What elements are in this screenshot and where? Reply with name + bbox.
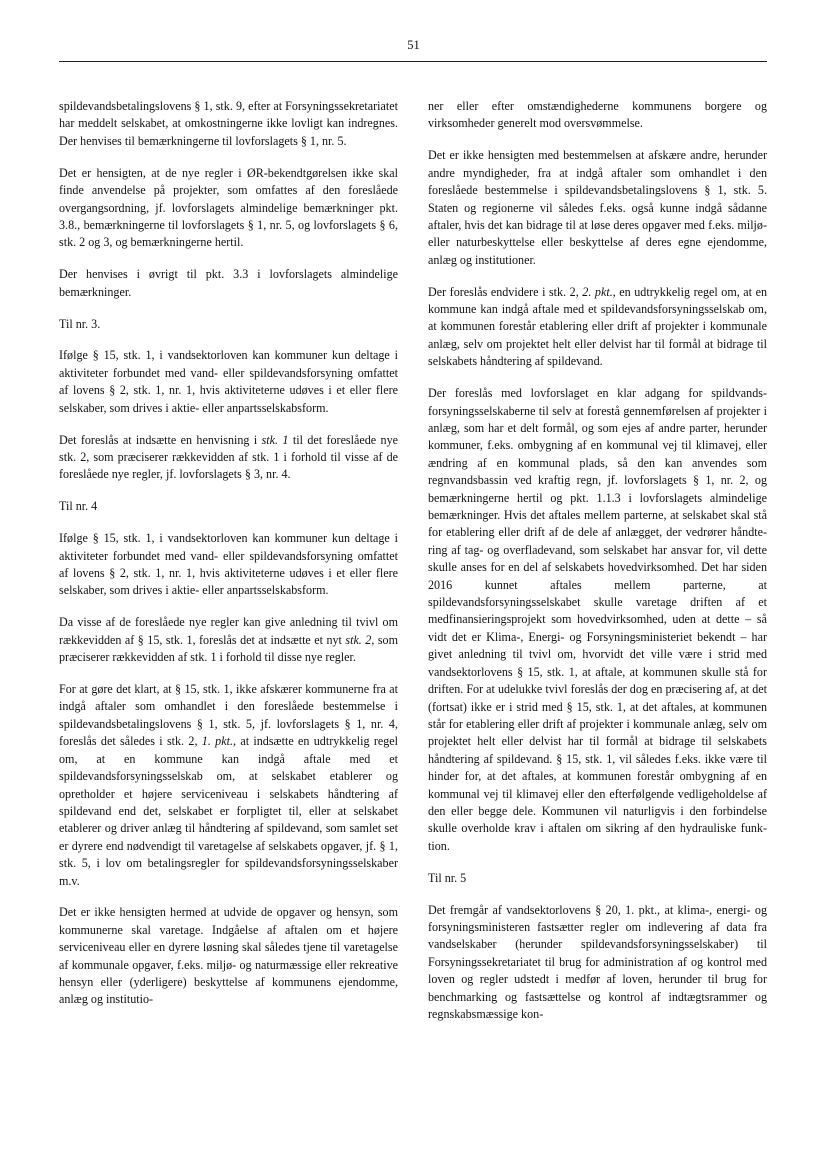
italic-reference: stk. 1: [261, 432, 289, 447]
body-paragraph: [428, 98, 767, 133]
header-rule: [59, 61, 767, 62]
body-paragraph: [59, 347, 398, 417]
body-paragraph: [59, 432, 398, 484]
section-heading: [59, 498, 398, 515]
text-run: Det fremgår af vandsektorlovens § 20, 1. pkt., at klima-, energi- og forsyningsministeren fastsætter regler om indlevering af data fra vandselskaber (herunder spildevandsforsyningsselskaber) til Forsyningssekretariatet til brug for administration af og kontrol med loven og regler udstedt i medfør af loven, herunder til brug for benchmarking og fastsættelse og kontrol af indtægtsrammer og regnskabsmæssige kon-: [428, 902, 767, 1021]
text-run: Da visse af de foreslåede nye regler kan give anledning til tvivl om rækkevidden af § 15, stk. 1, foreslås det at indsætte et nyt: [59, 615, 398, 647]
text-run: , at indsætte en udtrykkelig regel om, at en kommune kan indgå aftale med et spildevandsforsyningsselskab om, at selskabet etablerer og opretholder et højere serviceniveau i selskabets håndtering af spildevand end det, selskabet er forpligtet til, eller at selskabet etablerer og driver anlæg til håndtering af spildevand, som samlet set er dyrere end nødvendigt til varetagelse af selskabets opgaver, jf. § 1, stk. 5, i lov om betalingsregler for spildevandsforsyningsselskaber m.v.: [59, 734, 398, 888]
text-run: Der foreslås med lovforslaget en klar adgang for spildvandsforsyningsselskaberne til selv at forestå gennemførelsen af projekter i anlæg, som har et delt formål, og som ejes af andre parter, herunder kommuner, f.eks. ombygning af en kommunal vej til klimavej, eller ændring af en kommunal plads, så den kan anvendes som regnvandsbassin ved kraftig regn, jf. lovforslagets § 1, nr. 2, og bemærkningerne hertil og pkt. 1.1.3 i lovforslagets almindelige bemærkninger. Hvis det aftales mellem parterne, at selskabet skal stå for etablering eller drift af de dele af anlægget, der vedrører håndtering af tag- og overfladevand, som selskabet har ansvar for, vil dette skulle anses for en del af selskabets hovedvirksomhed. Det har siden 2016 kunnet aftales mellem parterne, at spildevandsforsyningsselskabet skulle varetage driften af et medfinansieringsprojekt som hovedvirksomhed, uden at dette – så vidt det er Klima-, Energi- og Forsyningsministeriet bekendt – har givet anledning til tvivl om, hvorvidt det ville være i strid med vandsektorlovens § 15, stk. 1, at aftale, at kommunen skulle stå for driften. For at udelukke tvivl foreslås der dog en præcisering af, at det (fortsat) ikke er i strid med § 15, stk. 1, at det aftales, at kommunen står for etablering eller drift af projekter i kommunale anlæg, selv om projektet helt eller delvist har til formål at bidrage til selskabets håndtering af spildevand. § 15, stk. 1, vil således f.eks. ikke være til hinder for, at det aftales, at kommunen forestår ombygning af en kommunal vej til klimavej eller den efterfølgende vedligeholdelse af den eller begge dele. Kommunen vil naturligvis i den forbindelse skulle overholde krav i aftalen om sikring af den hydrauliske funktion.: [428, 386, 767, 853]
text-run: til det foreslåede nye stk. 2, som præciserer rækkevidden af stk. 1 i forhold til visse af de foreslåede nye regler, jf. lovforslagets § 3, nr. 4.: [59, 432, 398, 482]
text-run: For at gøre det klart, at § 15, stk. 1, ikke afskærer kommunerne fra at indgå aftaler som omhandlet i den foreslåede bestemmelse i spildevandsbetalingslovens § 1, stk. 5, jf. lovforslagets § 1, nr. 4, foreslås det således i stk. 2,: [59, 682, 398, 749]
text-run: ner eller efter omstændighederne kommunens borgere og virksomheder generelt mod oversvømmelse.: [428, 99, 767, 131]
text-run: Ifølge § 15, stk. 1, i vandsektorloven kan kommuner kun deltage i aktiviteter forbundet med vand- eller spildevandsforsyning omfattet af lovens § 2, stk. 1, nr. 1, hvis aktiviteterne udøves i et eller flere selskaber, som drives i aktie- eller anpartsselskabsform.: [59, 531, 398, 598]
body-paragraph: [59, 98, 398, 150]
page-number: 51: [407, 38, 420, 52]
right-column: [428, 98, 767, 1038]
body-paragraph: [59, 266, 398, 301]
text-run: Der henvises i øvrigt til pkt. 3.3 i lovforslagets almindelige bemærkninger.: [59, 267, 398, 299]
body-paragraph: [59, 614, 398, 666]
text-run: spildevandsbetalingslovens § 1, stk. 9, efter at Forsyningssekretariatet har meddelt selskabet, at omkostningerne ikke lovligt kan indregnes. Der henvises til bemærkningerne til lovforslagets § 1, nr. 5.: [59, 99, 398, 148]
left-column: [59, 98, 398, 1023]
text-run: Det er hensigten, at de nye regler i ØR-bekendtgørelsen ikke skal finde anvendelse på projekter, som omfattes af den foreslåede overgangsordning, jf. lovforslagets almindelige bemærkninger pkt. 3.8., bemærkningerne til lovforslagets § 1, nr. 5, og lovforslagets § 6, stk. 2 og 3, og bemærkningerne hertil.: [59, 165, 398, 250]
section-heading: [59, 316, 398, 333]
text-run: Til nr. 4: [59, 499, 98, 514]
body-paragraph: [59, 681, 398, 890]
body-paragraph: [59, 530, 398, 600]
section-heading: [428, 870, 767, 887]
text-run: Det foreslås at indsætte en henvisning i: [59, 432, 262, 447]
italic-reference: stk. 2: [345, 632, 372, 647]
text-run: , som præciserer rækkevidden af stk. 1 i forhold til disse nye regler.: [59, 632, 398, 665]
text-run: , en udtrykkelig regel om, at en kommune kan indgå aftale med et spildevandsforsyningsselskab om, at kommunen forestår etablering eller drift af projekter i kommunale anlæg, selv om projektet helt eller delvist har til formål at bidrage til selskabets håndtering af spildevand.: [428, 284, 768, 369]
text-run: Det er ikke hensigten med bestemmelsen at afskære andre, herunder andre myndigheder, fra at indgå aftaler som omhandlet i den foreslåede bestemmelse i spildevandsbetalingslovens § 1, stk. 5. Staten og regionerne vil således f.eks. også kunne indgå sådanne aftaler, hvis det kan bidrage til at løse deres opgaver med f.eks. miljø- eller naturbeskyttelse eller beskyttelse af deres egne ejendomme, anlæg og institutioner.: [428, 148, 767, 267]
body-paragraph: [59, 904, 398, 1008]
body-paragraph: [428, 147, 767, 269]
text-run: Der foreslås endvidere i stk. 2,: [428, 284, 583, 299]
italic-reference: 2. pkt.: [582, 284, 613, 299]
text-run: Til nr. 5: [428, 870, 467, 885]
body-paragraph: [428, 284, 767, 371]
body-paragraph: [428, 902, 767, 1024]
text-run: Det er ikke hensigten hermed at udvide de opgaver og hensyn, som kommunerne skal varetage. Indgåelse af aftalen om et højere serviceniveau eller en dyrere løsning skal således tjene til varetagelse af kommunale opgaver, f.eks. miljø- og naturmæssige eller rekreative hensyn eller (yderligere) beskyttelse af kommunens ejendomme, anlæg og institutio-: [59, 905, 398, 1007]
body-paragraph: [59, 165, 398, 252]
italic-reference: 1. pkt.: [201, 734, 233, 749]
text-run: Til nr. 3.: [59, 316, 101, 331]
text-run: Ifølge § 15, stk. 1, i vandsektorloven kan kommuner kun deltage i aktiviteter forbundet med vand- eller spildevandsforsyning omfattet af lovens § 2, stk. 1, nr. 1, hvis aktiviteterne udøves i et eller flere selskaber, som drives i aktie- eller anpartsselskabsform.: [59, 348, 398, 415]
body-paragraph: [428, 385, 767, 855]
